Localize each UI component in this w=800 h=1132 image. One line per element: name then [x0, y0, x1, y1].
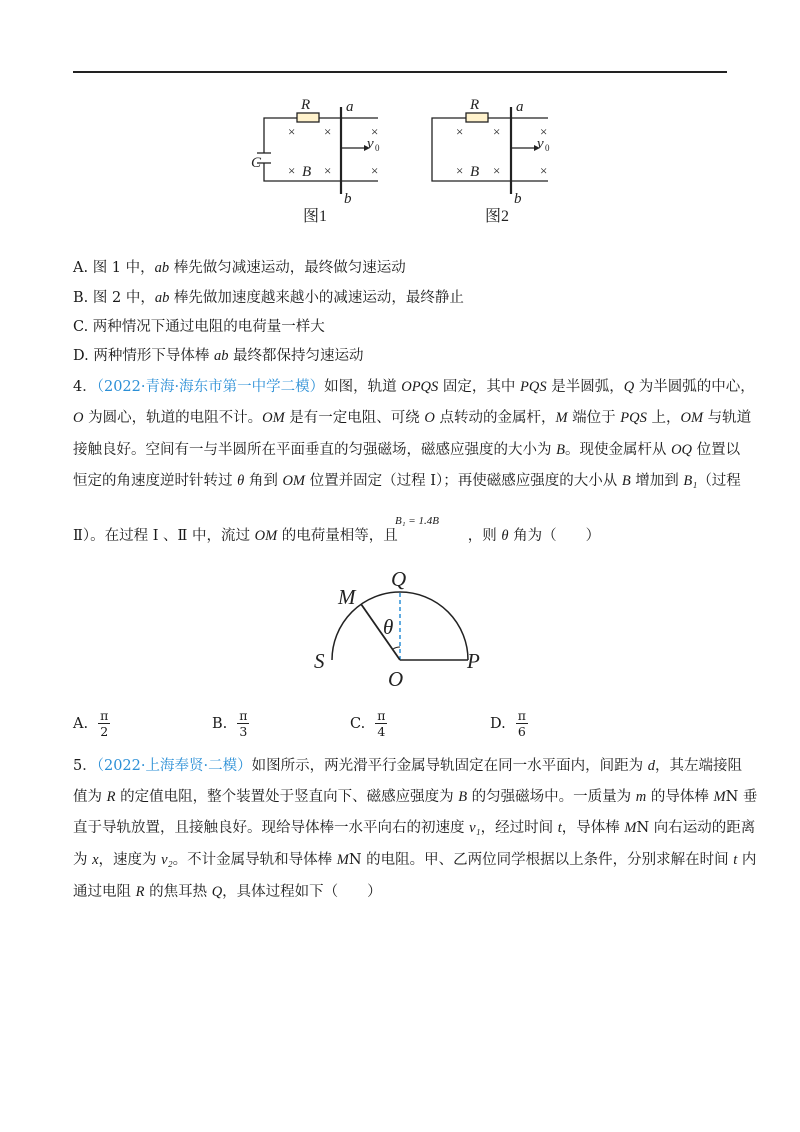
q4-option-a: A. $\frac{\pi}{2}$	[73, 708, 109, 739]
q4-source: （2022·青海·海东市第一中学二模）	[96, 379, 325, 395]
figure-2-circuit	[432, 107, 548, 194]
svg-text:×: ×	[324, 124, 332, 139]
label-C: C	[251, 155, 262, 171]
label-O: O	[388, 667, 404, 691]
label-theta: θ	[383, 615, 394, 639]
q4-line-2: O 为圆心，轨道的电阻不计。OM 是有一定电阻、可绕 O 点转动的金属杆，M 端位于 PQS 上，OM 与轨道	[73, 410, 752, 426]
q5-line-5: 通过电阻 R 的焦耳热 Q，具体过程如下（ ）	[73, 884, 382, 900]
q5-line-4: 为 x，速度为 v₂。不计金属导轨和导体棒 MN 的电阻。甲、乙两位同学根据以上条件，分别求解在时间 t 内	[73, 852, 757, 868]
label-b2: b	[514, 191, 522, 207]
svg-text:×: ×	[371, 124, 379, 139]
label-v0-1: v	[367, 136, 374, 152]
svg-text:×: ×	[493, 124, 501, 139]
circuit-figures	[240, 90, 570, 235]
label-B1: B	[302, 164, 312, 180]
q4-line-5: Ⅱ）。在过程 Ⅰ 、Ⅱ 中，流过 OM 的电荷量相等，且 ，则 θ 角为（ ）	[73, 528, 601, 544]
label-M: M	[338, 585, 356, 609]
svg-text:×: ×	[456, 124, 464, 139]
q3-option-b: B. 图 2 中，ab 棒先做加速度越来越小的减速运动，最终静止	[73, 290, 464, 306]
svg-text:×: ×	[288, 163, 296, 178]
svg-text:×: ×	[456, 163, 464, 178]
q4-equation: B₁ = 1.4B	[395, 515, 439, 527]
svg-text:×: ×	[324, 163, 332, 178]
q4-option-b: B. $\frac{\pi}{3}$	[212, 708, 248, 739]
label-a1: a	[346, 99, 354, 115]
label-P: P	[467, 649, 480, 673]
angle-arc	[393, 647, 400, 649]
label-B2: B	[470, 164, 480, 180]
q4-option-d: D. $\frac{\pi}{6}$	[490, 708, 526, 739]
label-b1: b	[344, 191, 352, 207]
q4-line-3: 接触良好。空间有一与半圆所在平面垂直的匀强磁场，磁感应强度的大小为 B。现使金属杆从 OQ 位置以	[73, 442, 741, 458]
q5-line-1: 5．（2022·上海奉贤·二模）如图所示，两光滑平行金属导轨固定在同一水平面内，间距为 d，其左端接阻	[73, 758, 742, 774]
caption-fig2: 图2	[485, 208, 510, 225]
resistor-1	[297, 113, 319, 122]
label-R1: R	[301, 97, 311, 113]
label-v0-2: v	[537, 136, 544, 152]
header-rule	[73, 71, 727, 73]
q4-line-4: 恒定的角速度逆时针转过 θ 角到 OM 位置并固定（过程 Ⅰ）；再使磁感应强度的大小从 B 增加到 B₁（过程	[73, 473, 741, 489]
svg-text:0: 0	[375, 143, 380, 153]
figure-1-circuit	[257, 107, 378, 194]
q3-option-d: D. 两种情形下导体棒 ab 最终都保持匀速运动	[73, 348, 364, 364]
svg-text:0: 0	[545, 143, 550, 153]
label-Q: Q	[391, 567, 407, 591]
svg-text:×: ×	[540, 163, 548, 178]
label-S: S	[314, 649, 325, 673]
label-R2: R	[470, 97, 480, 113]
label-a2: a	[516, 99, 524, 115]
caption-fig1: 图1	[303, 208, 328, 225]
q3-option-c: C. 两种情况下通过电阻的电荷量一样大	[73, 319, 325, 335]
svg-text:×: ×	[371, 163, 379, 178]
rod-OM	[361, 604, 400, 660]
semicircle-figure	[310, 562, 500, 692]
svg-text:×: ×	[288, 124, 296, 139]
q5-line-3: 直于导轨放置，且接触良好。现给导体棒一水平向右的初速度 v₁，经过时间 t，导体棒 MN 向右运动的距离	[73, 820, 756, 836]
q4-option-c: C. $\frac{\pi}{4}$	[350, 708, 386, 739]
q5-line-2: 值为 R 的定值电阻，整个装置处于竖直向下、磁感应强度为 B 的匀强磁场中。一质量为 m 的导体棒 MN 垂	[73, 789, 758, 805]
q5-source: （2022·上海奉贤·二模）	[96, 758, 252, 774]
svg-text:×: ×	[540, 124, 548, 139]
q3-option-a: A. 图 1 中，ab 棒先做匀减速运动，最终做匀速运动	[73, 260, 406, 276]
q4-line-1: 4．（2022·青海·海东市第一中学二模）如图，轨道 OPQS 固定，其中 PQS 是半圆弧，Q 为半圆弧的中心，	[73, 379, 755, 395]
resistor-2	[466, 113, 488, 122]
field-crosses	[288, 124, 547, 178]
svg-text:×: ×	[493, 163, 501, 178]
